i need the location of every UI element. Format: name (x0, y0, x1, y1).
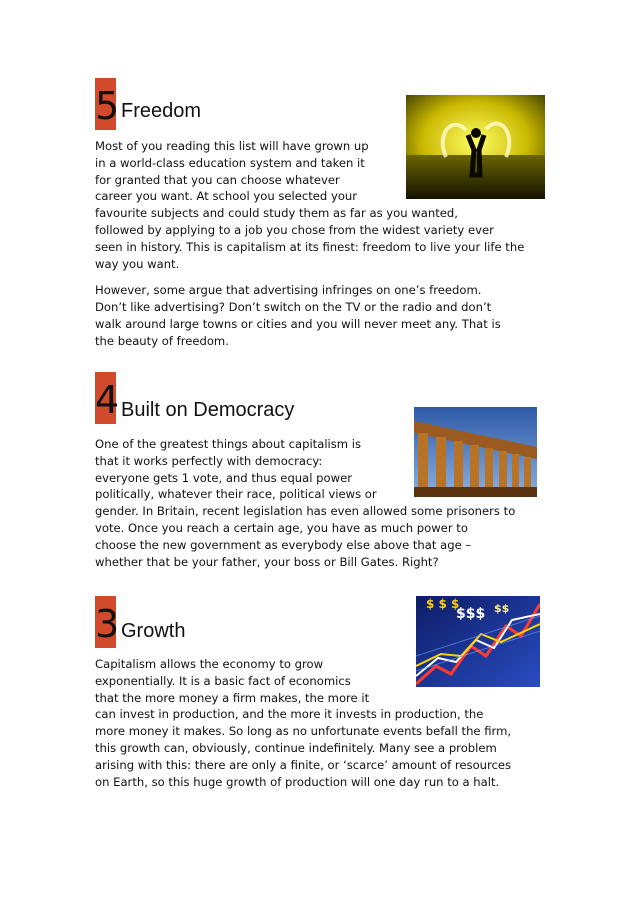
body-line: Don’t like advertising? Don’t switch on the TV or the radio and don’t (95, 300, 492, 315)
body-line: exponentially. It is a basic fact of economics (95, 673, 351, 688)
body-line: gender. In Britain, recent legislation has even allowed some prisoners to (95, 504, 516, 519)
body-line: followed by applying to a job you chose from the widest variety ever (95, 222, 494, 237)
body-line: the beauty of freedom. (95, 333, 229, 348)
body-line: politically, whatever their race, political views or (95, 487, 377, 502)
svg-text:$$: $$ (494, 602, 510, 615)
body-line: way you want. (95, 256, 180, 271)
section-number: 3 (95, 596, 116, 648)
body-line: whether that be your father, your boss or Bill Gates. Right? (95, 554, 439, 569)
body-line: for granted that you can choose whatever (95, 172, 340, 187)
body-line: vote. Once you reach a certain age, you have as much power to (95, 520, 468, 535)
section-number: 5 (95, 78, 116, 130)
body-line: career you want. At school you selected your (95, 189, 358, 204)
growth-graphic (416, 596, 540, 687)
section-title: Growth (121, 620, 186, 642)
body-line: choose the new government as everybody else above that age – (95, 537, 472, 552)
body-line: favourite subjects and could study them as far as you wanted, (95, 206, 458, 221)
body-line: that it works perfectly with democracy: (95, 453, 323, 468)
democracy-photo (414, 407, 537, 497)
body-line: However, some argue that advertising infringes on one’s freedom. (95, 283, 482, 298)
section-number: 4 (95, 372, 116, 424)
body-line: can invest in production, and the more it invests in production, the (95, 707, 484, 722)
body-line: seen in history. This is capitalism at its finest: freedom to live your life the (95, 239, 525, 254)
body-line: more money it makes. So long as no unfortunate events befall the firm, (95, 724, 512, 739)
body-line: arising with this: there are only a finite, or ‘scarce’ amount of resources (95, 757, 512, 772)
body-line: in a world-class education system and taken it (95, 155, 365, 170)
svg-text:$ $ $: $ $ $ (426, 597, 460, 611)
section-title: Built on Democracy (121, 399, 295, 421)
body-line: on Earth, so this huge growth of production will one day run to a halt. (95, 774, 500, 789)
body-line: Capitalism allows the economy to grow (95, 657, 324, 671)
body-line: this growth can, obviously, continue indefinitely. Many see a problem (95, 740, 497, 755)
body-line: Most of you reading this list will have grown up (95, 139, 369, 153)
body-line: walk around large towns or cities and you will never meet any. That is (95, 316, 501, 331)
body-line: that the more money a firm makes, the more it (95, 690, 370, 705)
body-line: One of the greatest things about capitalism is (95, 437, 362, 451)
body-line: everyone gets 1 vote, and thus equal power (95, 470, 352, 485)
section-title: Freedom (121, 100, 202, 122)
freedom-photo (406, 95, 545, 199)
svg-text:$$$: $$$ (456, 606, 486, 622)
